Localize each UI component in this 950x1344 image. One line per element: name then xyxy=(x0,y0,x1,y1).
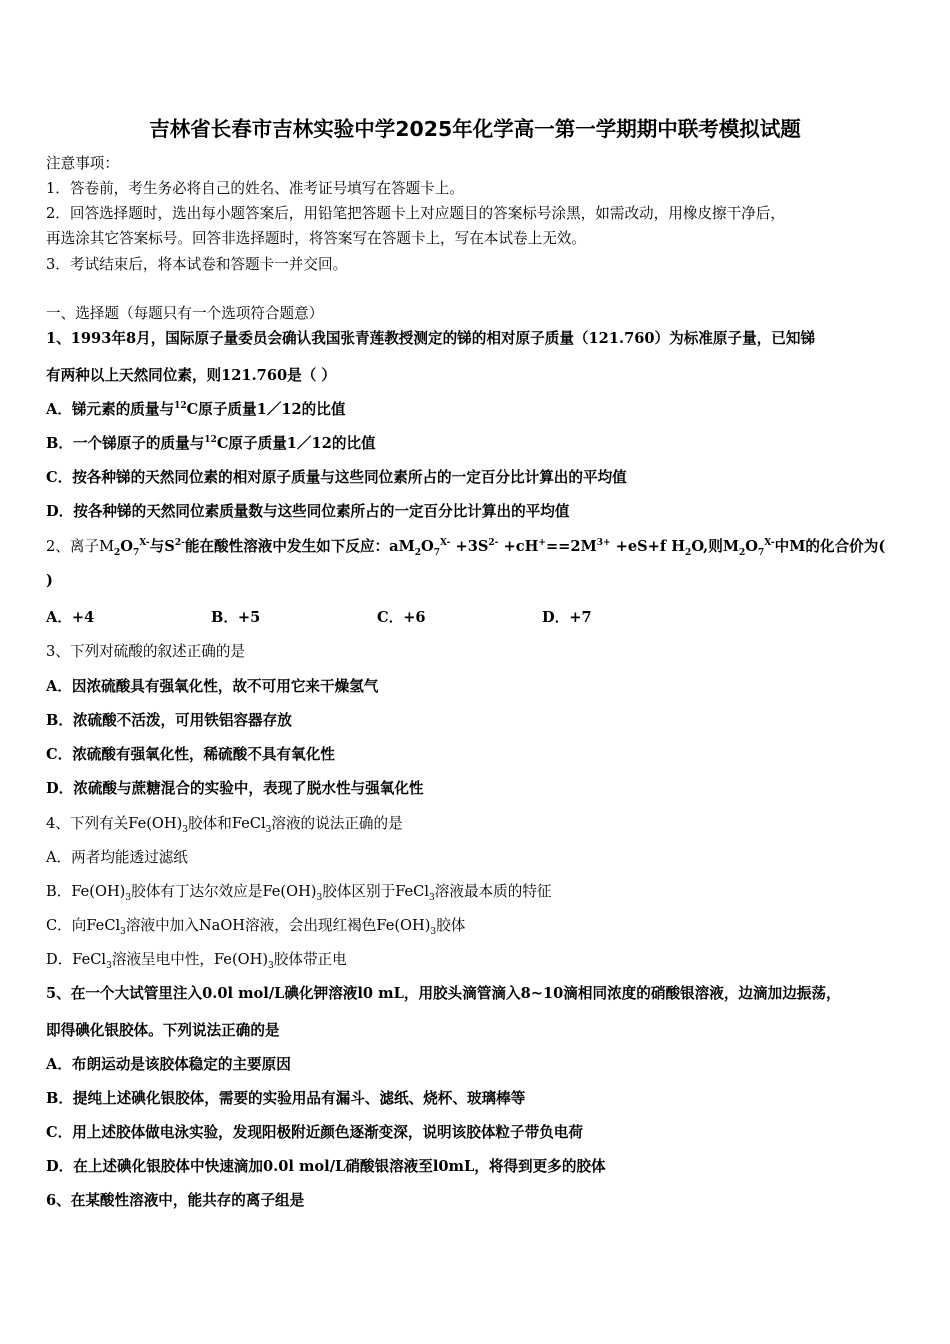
page-title: 吉林省长春市吉林实验中学2025年化学高一第一学期期中联考模拟试题 xyxy=(149,117,801,141)
question-5-option-b: B．提纯上述碘化银胶体，需要的实验用品有漏斗、滤纸、烧杯、玻璃棒等 xyxy=(46,1090,526,1107)
question-4-option-c: C．向FeCl$_3$溶液中加入NaOH溶液，会出现红褐色$Fe(OH)_3$胶体 xyxy=(46,917,466,937)
question-5-option-a: A．布朗运动是该胶体稳定的主要原因 xyxy=(46,1056,291,1073)
question-3-option-d: D．浓硫酸与蔗糖混合的实验中，表现了脱水性与强氧化性 xyxy=(46,780,424,797)
question-4-option-a: A．两者均能透过滤纸 xyxy=(46,849,188,866)
question-3-option-c: C．浓硫酸有强氧化性，稀硫酸不具有氧化性 xyxy=(46,746,335,763)
question-1-option-b: B．一个锑原子的质量与$^{12}$C原子质量1／12的比值 xyxy=(46,435,376,452)
question-2-option-d: D．+7 xyxy=(542,609,592,626)
question-3-stem: 3、下列对硫酸的叙述正确的是 xyxy=(46,643,246,660)
question-1-stem-cont: 有两种以上天然同位素，则121.760是（ ） xyxy=(46,367,336,384)
notice-item: 3．考试结束后，将本试卷和答题卡一并交回。 xyxy=(46,256,348,273)
question-5-option-d: D．在上述碘化银胶体中快速滴加0.0l mol/L硝酸银溶液至l0mL，将得到更多的胶体 xyxy=(46,1158,606,1175)
notice-item: 1．答卷前，考生务必将自己的姓名、准考证号填写在答题卡上。 xyxy=(46,180,464,197)
section-heading: 一、选择题（每题只有一个选项符合题意） xyxy=(46,305,324,322)
question-1-option-a: A．锑元素的质量与$^{12}$C原子质量1／12的比值 xyxy=(46,401,346,418)
question-3-option-b: B．浓硫酸不活泼，可用铁铝容器存放 xyxy=(46,712,292,729)
question-2-stem-cont: ) xyxy=(46,572,53,589)
question-2-stem: 2、离子$M_2O_7^{X-}$与$S^{2-}$能在酸性溶液中发生如下反应：$aM_2O_7^{X-} +3S^{2-} +cH^+==2M^{3+} +eS+f$ $H_2O$,则$M_2O_7^{X-}$中M的化合价为( xyxy=(46,538,886,558)
notice-heading: 注意事项： xyxy=(46,155,119,172)
question-2-option-a: A．+4 xyxy=(46,609,95,626)
question-4-option-b: B．$Fe(OH)_3$胶体有丁达尔效应是$Fe(OH)_3$胶体区别于FeCl$_3$溶液最本质的特征 xyxy=(46,883,552,903)
question-4-stem: 4、下列有关$Fe(OH)_3$胶体和FeCl$_3$溶液的说法正确的是 xyxy=(46,815,403,835)
question-5-stem: 5、在一个大试管里注入0.0l mol/L碘化钾溶液l0 mL，用胶头滴管滴入8~10滴相同浓度的硝酸银溶液，边滴加边振荡， xyxy=(46,985,841,1002)
question-1-option-c: C．按各种锑的天然同位素的相对原子质量与这些同位素所占的一定百分比计算出的平均值 xyxy=(46,469,627,486)
question-6-stem: 6、在某酸性溶液中，能共存的离子组是 xyxy=(46,1192,305,1209)
question-3-option-a: A．因浓硫酸具有强氧化性，故不可用它来干燥氢气 xyxy=(46,678,379,695)
notice-item: 2．回答选择题时，选出每小题答案后，用铅笔把答题卡上对应题目的答案标号涂黑，如需改动，用橡皮擦干净后， xyxy=(46,205,785,222)
question-4-option-d: D．FeCl$_3$溶液呈电中性，$Fe(OH)_3$胶体带正电 xyxy=(46,951,347,971)
question-2-option-c: C．+6 xyxy=(377,609,426,626)
question-1-option-d: D．按各种锑的天然同位素质量数与这些同位素所占的一定百分比计算出的平均值 xyxy=(46,503,570,520)
question-5-option-c: C．用上述胶体做电泳实验，发现阳极附近颜色逐渐变深，说明该胶体粒子带负电荷 xyxy=(46,1124,583,1141)
question-2-option-b: B．+5 xyxy=(211,609,261,626)
question-1-stem: 1、1993年8月，国际原子量委员会确认我国张青莲教授测定的锑的相对原子质量（121.760）为标准原子量，已知锑 xyxy=(46,330,816,347)
question-5-stem-cont: 即得碘化银胶体。下列说法正确的是 xyxy=(46,1022,280,1039)
notice-item: 再选涂其它答案标号。回答非选择题时，将答案写在答题卡上，写在本试卷上无效。 xyxy=(46,230,586,247)
